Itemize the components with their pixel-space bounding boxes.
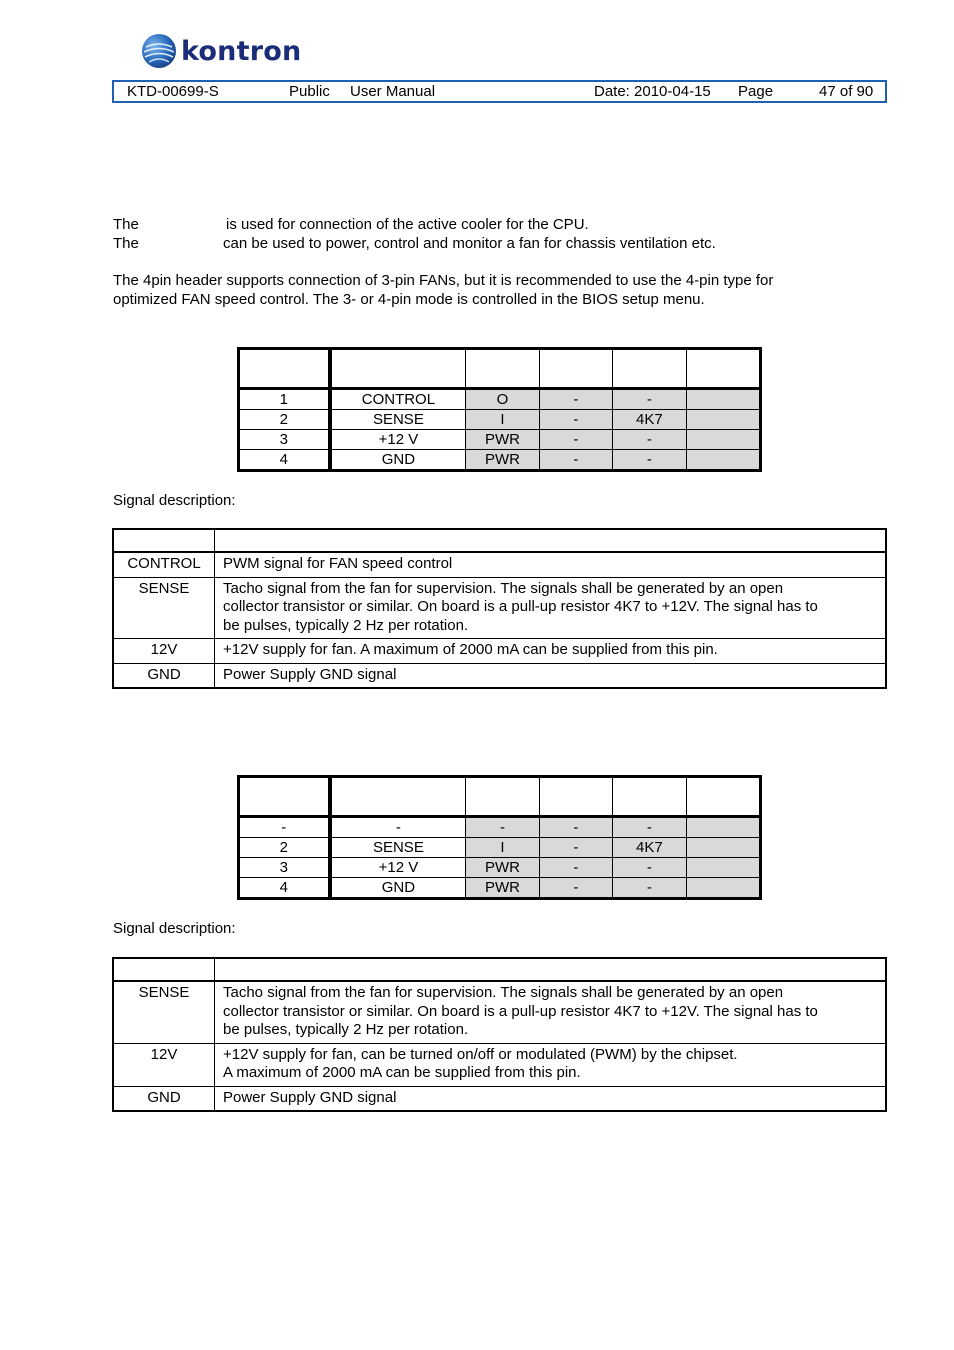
intro-line-2-text: can be used to power, control and monitor a fan for chassis ventilation etc. (223, 235, 716, 252)
signal-description (215, 1043, 887, 1086)
pin-cell: 2 (239, 410, 330, 430)
signal-row (113, 577, 886, 639)
pin-cell: SENSE (330, 838, 466, 858)
pin-cell: 4K7 (613, 410, 686, 430)
pin-row (239, 430, 761, 450)
pin-cell (686, 817, 760, 838)
header-cell (239, 349, 330, 389)
pin-cell: - (539, 410, 612, 430)
header-cell (613, 777, 686, 817)
header-cell (613, 349, 686, 389)
pin-cell: GND (330, 878, 466, 899)
intro-line-1-text: is used for connection of the active cooler for the CPU. (226, 216, 589, 233)
pin-cell: 3 (239, 858, 330, 878)
page-label: Page (738, 83, 774, 100)
pin-cell: +12 V (330, 430, 466, 450)
header-cell (113, 529, 215, 552)
pin-cell: O (466, 389, 539, 410)
pin-cell: - (539, 389, 612, 410)
signal-name: GND (113, 663, 215, 688)
intro-paragraph-line-2: optimized FAN speed control. The 3- or 4-pin mode is controlled in the BIOS setup menu. (113, 291, 705, 308)
pin-cell: GND (330, 450, 466, 471)
signal-description (215, 639, 887, 664)
pin-cell: - (239, 817, 330, 838)
signal-description (215, 577, 887, 639)
signal-description-line: Power Supply GND signal (223, 665, 397, 683)
table-header-row (113, 958, 886, 981)
globe-icon (141, 33, 177, 69)
system-fan-signal-table (112, 957, 887, 1112)
logo-wordmark: kontron (181, 35, 302, 67)
signal-description (215, 552, 887, 577)
signal-name: 12V (113, 1043, 215, 1086)
signal-description-line: Tacho signal from the fan for supervision. The signals shall be generated by an open (223, 984, 784, 1001)
pin-cell: - (539, 858, 612, 878)
doc-id: KTD-00699-S (127, 83, 219, 100)
pin-row (239, 878, 761, 899)
pin-cell: - (613, 817, 686, 838)
pin-cell: SENSE (330, 410, 466, 430)
pin-cell: - (613, 450, 686, 471)
signal-description-line: Tacho signal from the fan for supervision. The signals shall be generated by an open (223, 579, 784, 597)
header-cell (466, 777, 539, 817)
intro-line-2-prefix: The (113, 235, 139, 252)
signal-name: SENSE (113, 577, 215, 639)
signal-name: SENSE (113, 981, 215, 1043)
pin-cell: CONTROL (330, 389, 466, 410)
pin-cell: PWR (466, 858, 539, 878)
header-cell (539, 349, 612, 389)
pin-cell: - (539, 817, 612, 838)
signal-name: CONTROL (113, 552, 215, 577)
doc-type: User Manual (350, 83, 436, 100)
signal-description-label-1: Signal description: (113, 492, 236, 509)
header-cell (239, 777, 330, 817)
signal-name: GND (113, 1086, 215, 1111)
pin-row (239, 450, 761, 471)
pin-cell: - (613, 389, 686, 410)
kontron-logo (141, 33, 301, 69)
cpu-fan-pinout-table (237, 347, 762, 472)
table-header-row (239, 349, 761, 389)
signal-description-line: +12V supply for fan, can be turned on/off or modulated (PWM) by the chipset. (223, 1045, 738, 1063)
pin-cell: I (466, 410, 539, 430)
doc-date: Date: 2010-04-15 (594, 83, 711, 100)
pin-row (239, 410, 761, 430)
pin-cell: - (613, 858, 686, 878)
pin-cell: PWR (466, 878, 539, 899)
signal-description (215, 663, 887, 688)
pin-row (239, 817, 761, 838)
pin-cell: 1 (239, 389, 330, 410)
document-header (112, 80, 887, 103)
pin-cell: 2 (239, 838, 330, 858)
signal-description (215, 1086, 887, 1111)
signal-name: 12V (113, 639, 215, 664)
pin-cell: - (613, 878, 686, 899)
pin-cell: PWR (466, 430, 539, 450)
signal-description-line: collector transistor or similar. On board is a pull-up resistor 4K7 to +12V. The signal has to (223, 1002, 818, 1020)
header-cell (330, 777, 466, 817)
header-cell (215, 529, 887, 552)
pin-cell: 4K7 (613, 838, 686, 858)
signal-row (113, 981, 886, 1043)
pin-cell (686, 430, 760, 450)
signal-row (113, 552, 886, 577)
pin-cell (686, 410, 760, 430)
pin-row (239, 389, 761, 410)
pin-cell: 4 (239, 878, 330, 899)
header-cell (215, 958, 887, 981)
signal-row (113, 1086, 886, 1111)
intro-line-2 (113, 235, 716, 253)
header-cell (686, 349, 760, 389)
signal-description-line: A maximum of 2000 mA can be supplied from this pin. (223, 1064, 581, 1081)
page-number: 47 of 90 (819, 83, 874, 100)
pin-cell: - (539, 838, 612, 858)
signal-description (215, 981, 887, 1043)
cpu-fan-signal-table (112, 528, 887, 689)
signal-description-line: Power Supply GND signal (223, 1088, 397, 1106)
signal-description-line: PWM signal for FAN speed control (223, 555, 453, 572)
pin-row (239, 838, 761, 858)
header-cell (466, 349, 539, 389)
pin-cell: - (466, 817, 539, 838)
pin-cell (686, 878, 760, 899)
header-cell (330, 349, 466, 389)
pin-cell (686, 450, 760, 471)
pin-cell: +12 V (330, 858, 466, 878)
pin-cell: - (539, 450, 612, 471)
intro-paragraph-line-1: The 4pin header supports connection of 3-pin FANs, but it is recommended to use the 4-pin type for (113, 272, 774, 289)
header-cell (113, 958, 215, 981)
pin-cell: I (466, 838, 539, 858)
header-cell (539, 777, 612, 817)
pin-cell (686, 389, 760, 410)
table-header-row (113, 529, 886, 552)
signal-description-line: collector transistor or similar. On board is a pull-up resistor 4K7 to +12V. The signal has to (223, 598, 818, 615)
pin-cell: - (330, 817, 466, 838)
pin-cell: - (613, 430, 686, 450)
signal-row (113, 1043, 886, 1086)
classification: Public (289, 83, 330, 100)
signal-description-line: be pulses, typically 2 Hz per rotation. (223, 616, 469, 634)
signal-description-label-2: Signal description: (113, 920, 236, 937)
signal-description-line: be pulses, typically 2 Hz per rotation. (223, 1021, 469, 1038)
pin-row (239, 858, 761, 878)
intro-line-1 (113, 216, 589, 234)
intro-line-1-prefix: The (113, 216, 139, 233)
signal-description-line: +12V supply for fan. A maximum of 2000 mA can be supplied from this pin. (223, 641, 718, 658)
pin-cell: 4 (239, 450, 330, 471)
pin-cell (686, 838, 760, 858)
header-cell (686, 777, 760, 817)
table-header-row (239, 777, 761, 817)
signal-row (113, 663, 886, 688)
pin-cell (686, 858, 760, 878)
signal-row (113, 639, 886, 664)
pin-cell: - (539, 878, 612, 899)
system-fan-pinout-table (237, 775, 762, 900)
pin-cell: 3 (239, 430, 330, 450)
pin-cell: - (539, 430, 612, 450)
pin-cell: PWR (466, 450, 539, 471)
